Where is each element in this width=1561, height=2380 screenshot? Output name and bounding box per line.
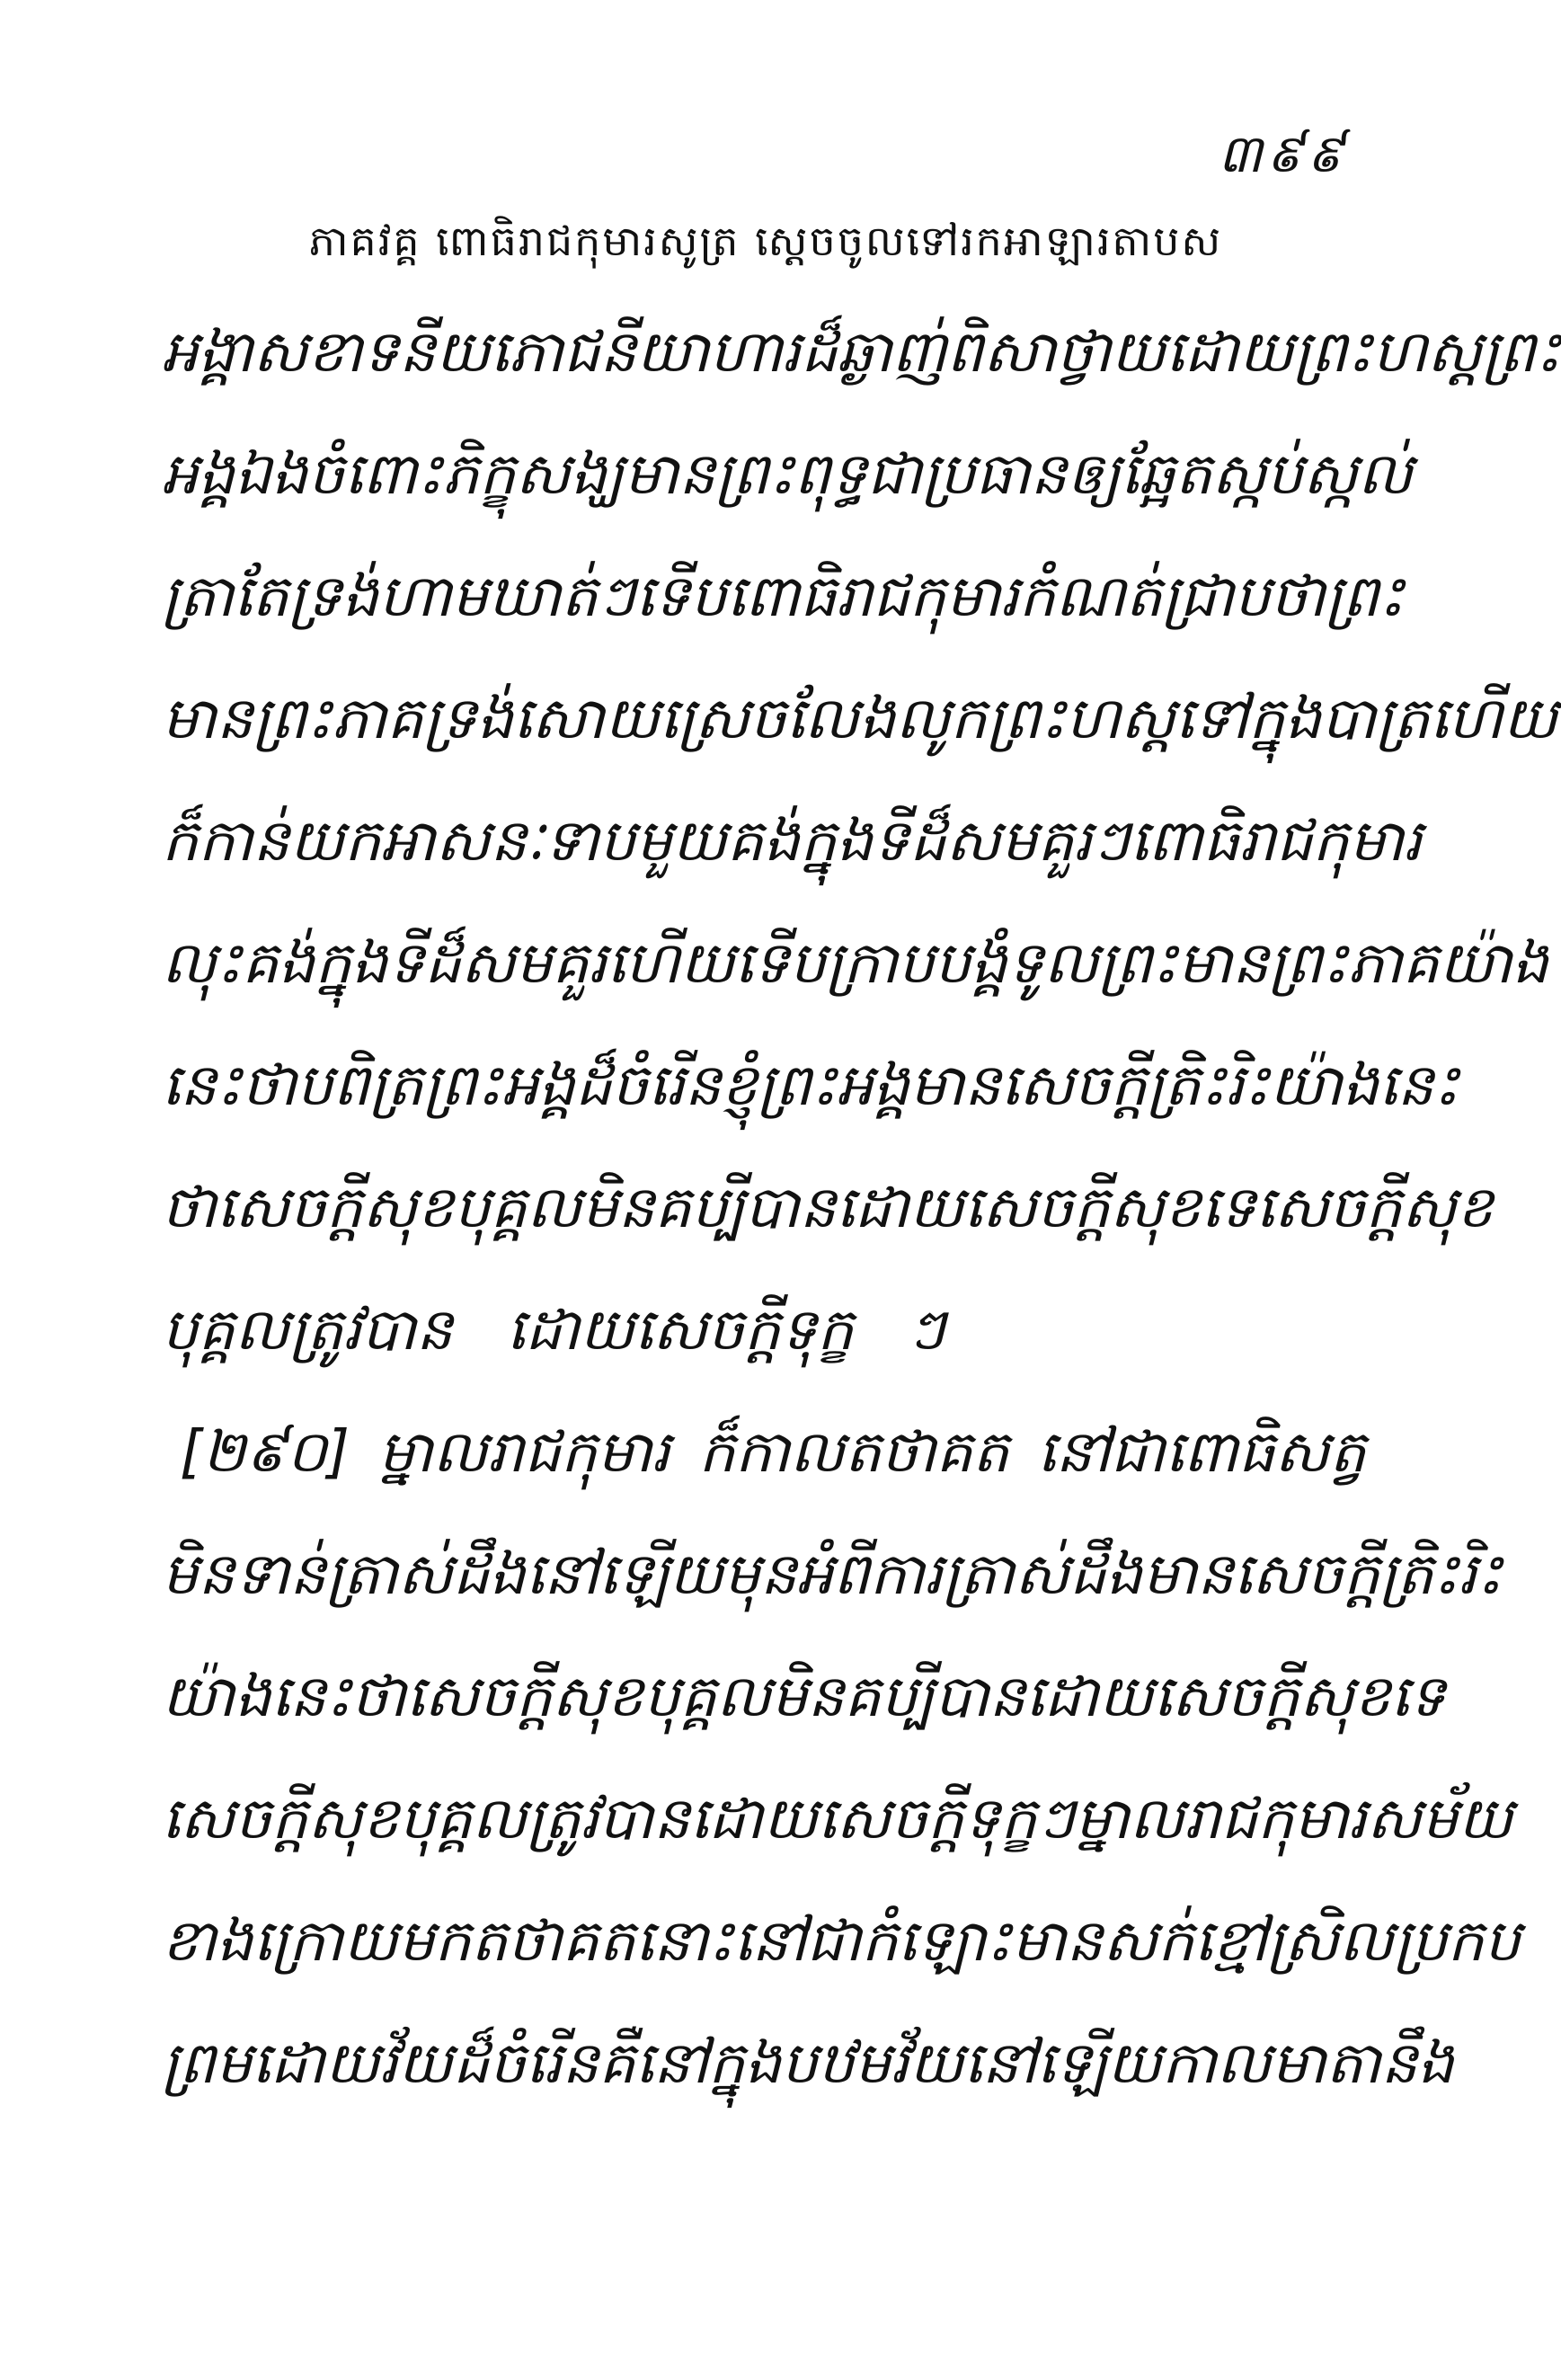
word: បុគ្គលត្រូវបានដោយសេចក្តីទុក្ខ xyxy=(399,1786,1037,1852)
word: ខ្ញុំព្រះអង្គមានសេចក្តីត្រិះរិះ xyxy=(721,1052,1270,1119)
paragraph-number: [២៩០] xyxy=(180,1419,350,1486)
word: ៗ xyxy=(907,1297,945,1363)
word: យ៉ាងនេះ xyxy=(1269,1052,1459,1119)
word: យ៉ាងនេះថា xyxy=(162,1664,406,1730)
word: ៗ xyxy=(598,564,636,630)
word: កាលមាតានឹង xyxy=(1161,2030,1454,2097)
word: នៅជាពោធិសត្វ xyxy=(1037,1419,1366,1486)
word: សេចក្តីសុខ xyxy=(162,1786,400,1852)
word: ទើបក្រាបបង្គំទូលព្រះមានព្រះភាគ xyxy=(734,930,1440,997)
body-text xyxy=(162,306,1561,2139)
word: សម័យ xyxy=(1366,1786,1513,1852)
text-line-7 xyxy=(162,1039,1459,1161)
word: ដោយសេចក្តីសុខទេ xyxy=(1025,1664,1446,1730)
word: លុះគង់ក្នុងទីដ៏សមគួរហើយ xyxy=(162,930,735,997)
word: មានសក់ខ្មៅស្រិល xyxy=(1011,1908,1394,1975)
word: គង់ក្នុងទីដ៏សមគួរ xyxy=(726,808,1093,875)
word: យ៉ាង xyxy=(1439,930,1549,997)
word: ព្រមដោយវ័យដ៏ចំរើន xyxy=(162,2030,599,2097)
word: តថាគតនោះនៅជាកំឡោះ xyxy=(471,1908,1012,1975)
page-number: ៣៩៩ xyxy=(1218,123,1347,184)
word: ប្រកប xyxy=(1393,1908,1521,1975)
word: អង្គឯង xyxy=(162,441,308,508)
word: សេចក្តីសុខ xyxy=(405,1664,643,1730)
word: ត្រាតែទ្រង់ហាមឃាត់ xyxy=(162,564,598,630)
text-line-4 xyxy=(162,672,1558,795)
text-line-15 xyxy=(162,2017,1454,2139)
text-line-10 xyxy=(162,1406,1366,1528)
running-header: ភាគវគ្គ ពោធិរាជកុមារសូត្រ ស្តេចចូលទៅរកអាឡារតាបស xyxy=(308,217,1223,265)
word: កំណត់ជ្រាបថា xyxy=(1018,564,1326,630)
word: បុគ្គលមិនគប្បីបាន xyxy=(454,1175,837,1241)
text-line-12 xyxy=(162,1650,1446,1772)
word: មិនទាន់ត្រាស់ដឹងនៅឡើយ xyxy=(162,1541,724,1608)
text-line-1 xyxy=(162,306,1561,428)
word: ក៏កាន់យកអាសនៈទាបមួយ xyxy=(162,808,727,875)
word: ថា xyxy=(162,1175,217,1241)
text-line-14 xyxy=(162,1895,1521,2017)
word: មានព្រះពុទ្ធជាប្រធាន xyxy=(624,441,1068,508)
text-line-9 xyxy=(162,1283,1366,1406)
word: មុនអំពីការត្រាស់ដឹង xyxy=(723,1541,1143,1608)
text-line-8 xyxy=(162,1161,1494,1283)
word: ៗ xyxy=(1092,808,1131,875)
word: ដោយសេចក្តីសុខទេ xyxy=(836,1175,1256,1241)
word: ដោយសេចក្តីទុក្ខ xyxy=(506,1297,854,1363)
word: ឲ្យឆ្អែតស្កប់ស្កល់ xyxy=(1067,441,1413,508)
word: ក៏កាលតថាគត xyxy=(698,1419,1009,1486)
word: បុគ្គលមិនគប្បីបាន xyxy=(643,1664,1026,1730)
text-line-2 xyxy=(162,428,1413,550)
word: ចំពោះភិក្ខុសង្ឃ xyxy=(307,441,625,508)
text-line-5 xyxy=(162,795,1423,917)
word: មានព្រះភាគទ្រង់សោយស្រេច xyxy=(162,686,786,752)
word: បពិត្រព្រះអង្គដ៏ចំរើន xyxy=(297,1052,722,1119)
text-line-13 xyxy=(162,1772,1513,1895)
word: មានសេចក្តីត្រិះរិះ xyxy=(1142,1541,1503,1608)
word: ម្នាលរាជកុមារ xyxy=(377,1419,670,1486)
word: ទើបពោធិរាជកុមារ xyxy=(635,564,1019,630)
word: គឺនៅក្នុងបឋមវ័យនៅឡើយ xyxy=(599,2030,1162,2097)
text-line-6 xyxy=(162,917,1549,1039)
text-line-11 xyxy=(162,1528,1503,1650)
word: ពោធិរាជកុមារ xyxy=(1130,808,1423,875)
word: សេចក្តីសុខ xyxy=(1255,1175,1494,1241)
text-line-3 xyxy=(162,550,1405,672)
word: ម្នាលរាជកុមារ xyxy=(1074,1786,1367,1852)
word: ៗ xyxy=(1036,1786,1075,1852)
word: ព្រះ xyxy=(1325,564,1405,630)
word: អង្គាសខាទនីយភោជនីយាហារដ៏ឆ្ងាញ់ពិសា xyxy=(162,319,1057,386)
word: នេះថា xyxy=(162,1052,297,1119)
word: សេចក្តីសុខ xyxy=(216,1175,454,1241)
word: ខាងក្រោយមក xyxy=(162,1908,472,1975)
word: ថ្វាយដោយព្រះហស្តព្រះ xyxy=(1056,319,1561,386)
word: បុគ្គលត្រូវបាន xyxy=(162,1297,453,1363)
word: លែងលូកព្រះហស្តទៅក្នុងបាត្រហើយ xyxy=(785,686,1558,752)
